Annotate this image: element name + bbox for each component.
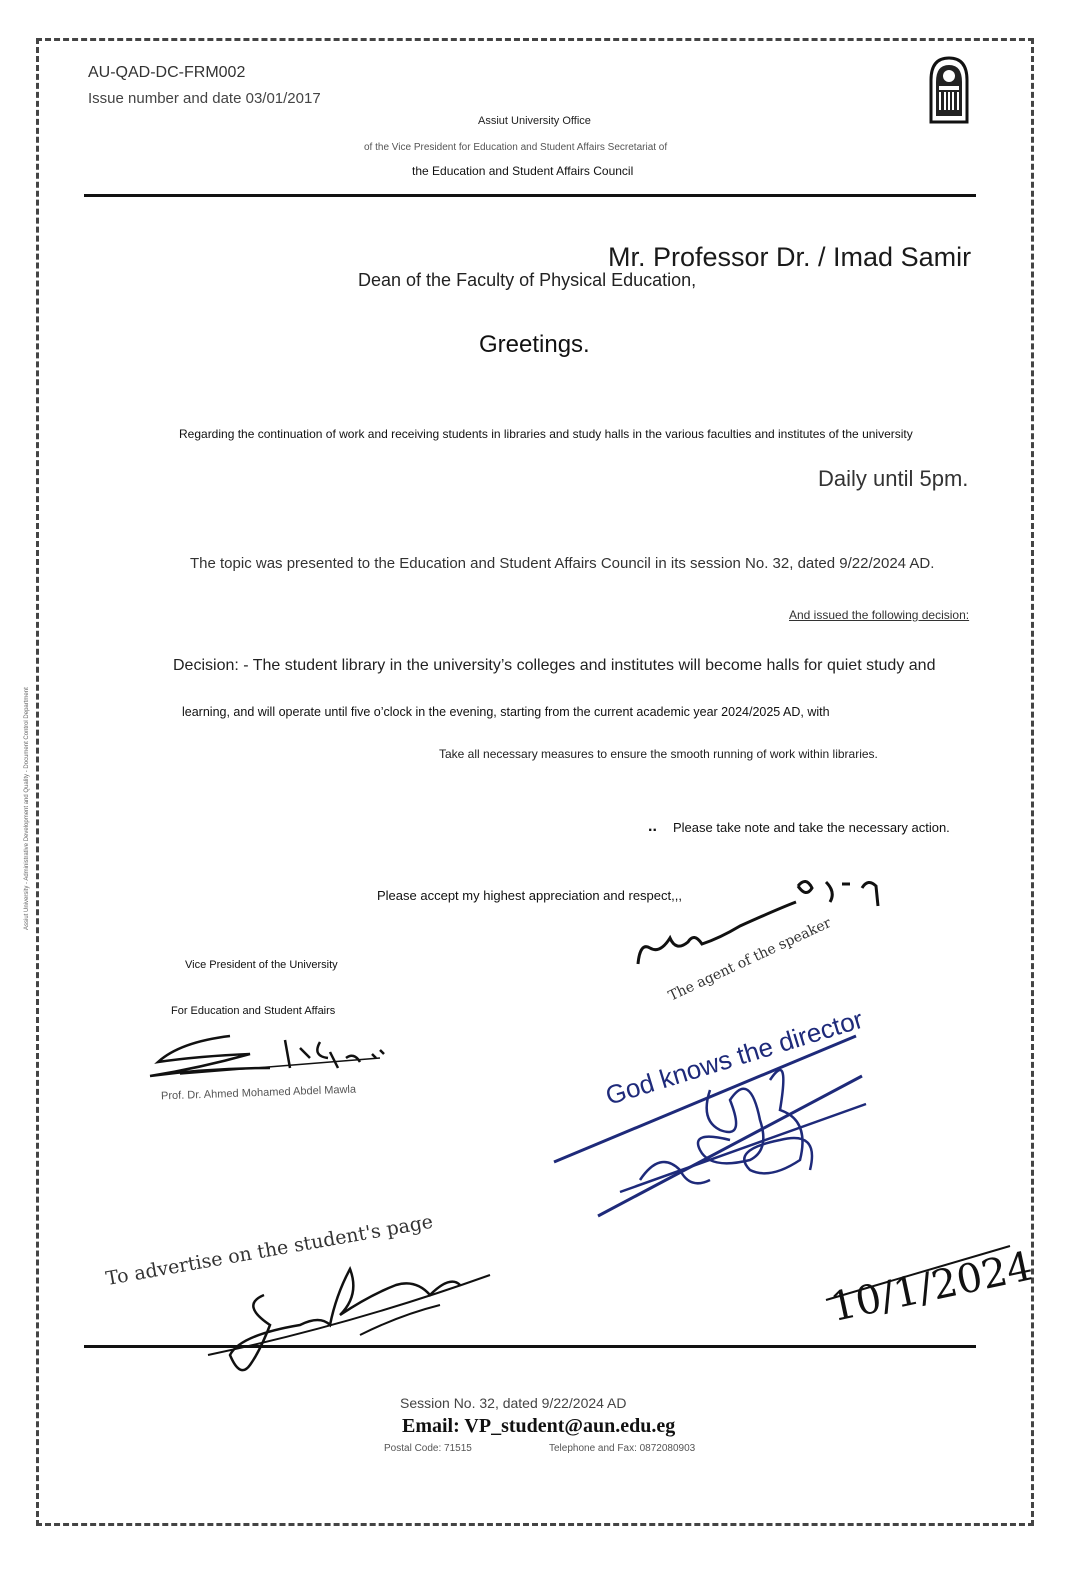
signatory-line-2: For Education and Student Affairs — [171, 1005, 336, 1017]
regarding-text: Regarding the continuation of work and receiving students in libraries and study halls in the various faculties and institutes of the university — [179, 427, 913, 441]
footer-postal: Postal Code: 71515 — [384, 1443, 472, 1454]
footer-rule — [84, 1345, 976, 1348]
footer-phone: Telephone and Fax: 0872080903 — [549, 1443, 696, 1454]
note-bullet: .. — [648, 818, 657, 835]
footer-session: Session No. 32, dated 9/22/2024 AD — [400, 1395, 627, 1411]
office-line-2: of the Vice President for Education and Student Affairs Secretariat of — [364, 142, 668, 153]
greeting: Greetings. — [479, 331, 590, 358]
office-line-3: the Education and Student Affairs Council — [412, 164, 634, 178]
form-code: AU-QAD-DC-FRM002 — [88, 64, 246, 81]
issued-decision: And issued the following decision: — [789, 608, 970, 622]
date-underline — [820, 1240, 1020, 1310]
decision-line-2: learning, and will operate until five o’clock in the evening, starting from the current academic year 2024/2025 AD, with — [182, 705, 830, 719]
addressee-title: Dean of the Faculty of Physical Education, — [358, 270, 697, 290]
footer-email: Email: VP_student@aun.edu.eg — [402, 1415, 676, 1437]
agent-annotation: The agent of the speaker — [666, 914, 834, 1005]
signatory-line-1: Vice President of the University — [185, 959, 338, 971]
vice-president-signature — [140, 1028, 400, 1098]
tarek-signature — [200, 1255, 500, 1385]
topic-text: The topic was presented to the Education and Student Affairs Council in its session No. 32, dated 9/22/2024 AD. — [190, 555, 935, 572]
signatory-name: Prof. Dr. Ahmed Mohamed Abdel Mawla — [160, 1083, 357, 1103]
director-signature — [550, 1030, 870, 1230]
daily-hours: Daily until 5pm. — [818, 466, 969, 491]
header-rule — [84, 194, 976, 197]
office-line-1: Assiut University Office — [478, 115, 591, 127]
issue-date: Issue number and date 03/01/2017 — [88, 90, 321, 107]
date-annotation: 10/1/2024 — [826, 1243, 1037, 1331]
side-note: Assiut University - Administrative Development and Quality - Document Control Department — [24, 687, 30, 930]
note-text: Please take note and take the necessary action. — [673, 820, 950, 835]
advertise-annotation: To advertise on the student's page — [104, 1210, 435, 1290]
closing-text: Please accept my highest appreciation and respect,,, — [377, 888, 682, 903]
university-emblem-icon — [927, 56, 971, 124]
decision-line-3: Take all necessary measures to ensure the smooth running of work within libraries. — [439, 747, 878, 761]
addressee-name: Mr. Professor Dr. / Imad Samir — [608, 242, 972, 272]
decision-line-1: Decision: - The student library in the university’s colleges and institutes will become halls for quiet study and — [173, 657, 936, 674]
director-annotation: God knows the director — [602, 1003, 867, 1111]
